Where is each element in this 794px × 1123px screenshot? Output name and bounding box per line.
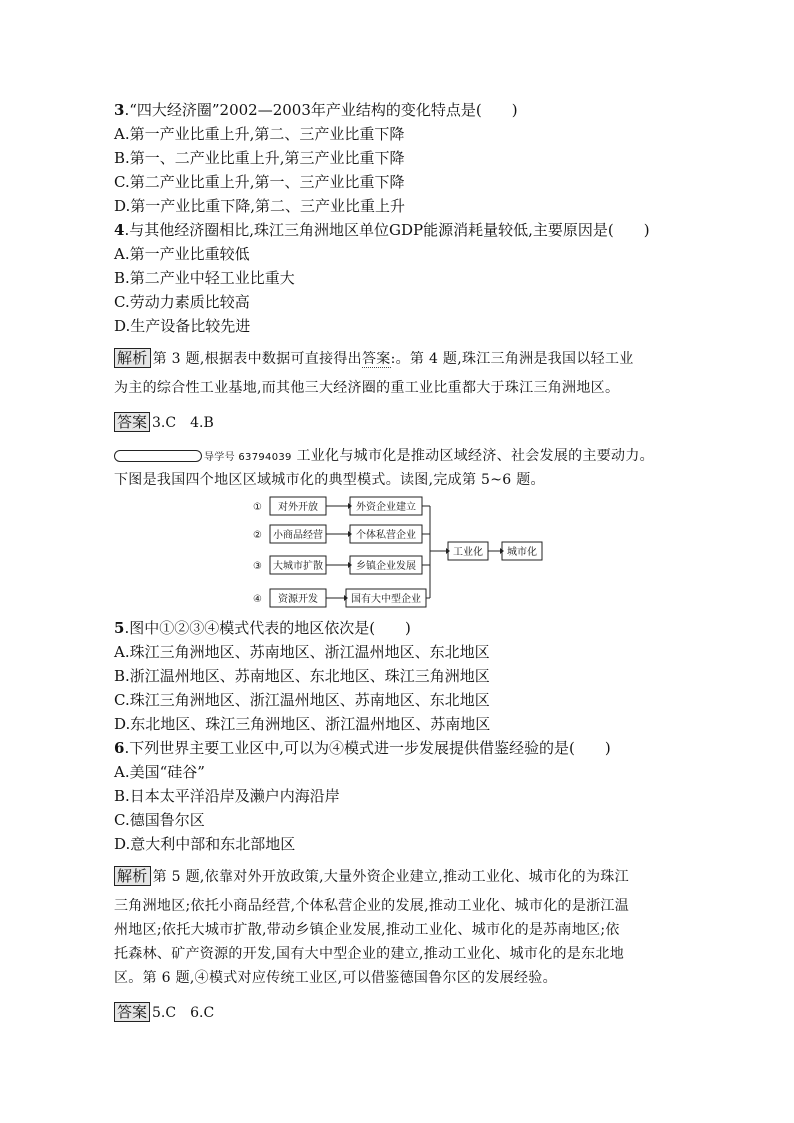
diagram-left-label-3: 大城市扩散 xyxy=(273,561,323,572)
question-3-option-a[interactable]: A.第一产业比重上升,第二、三产业比重下降 xyxy=(114,125,405,143)
question-5-option-d[interactable]: D.东北地区、珠江三角洲地区、浙江温州地区、苏南地区 xyxy=(114,715,491,733)
guide-pill-icon xyxy=(114,450,202,462)
answer-tag: 答案 xyxy=(114,412,150,432)
question-4-option-a[interactable]: A.第一产业比重较低 xyxy=(114,245,250,263)
intro-line-2: 下图是我国四个地区区域城市化的典型模式。读图,完成第 5~6 题。 xyxy=(114,472,545,488)
question-4-option-d[interactable]: D.生产设备比较先进 xyxy=(114,317,251,335)
explanation-text: 第 5 题,依靠对外开放政策,大量外资企业建立,推动工业化、城市化的为珠江 xyxy=(152,869,629,885)
diagram-left-label-2: 小商品经营 xyxy=(273,530,323,541)
explanation-text: :。第 4 题,珠江三角洲是我国以轻工业 xyxy=(390,351,634,367)
explanation-2-line-5: 区。第 6 题,④模式对应传统工业区,可以借鉴德国鲁尔区的发展经验。 xyxy=(114,970,557,986)
guide-number: 导学号 63794039 xyxy=(204,452,292,463)
question-6-stem xyxy=(114,738,611,758)
question-3-stem xyxy=(114,100,518,120)
question-6-option-b[interactable]: B.日本太平洋沿岸及濑户内海沿岸 xyxy=(114,787,340,805)
explanation-2-line-3: 州地区;依托大城市扩散,带动乡镇企业发展,推动工业化、城市化的是苏南地区;依 xyxy=(114,922,620,938)
question-3-option-d[interactable]: D.第一产业比重下降,第二、三产业比重上升 xyxy=(114,197,406,215)
question-5-option-c[interactable]: C.珠江三角洲地区、浙江温州地区、苏南地区、东北地区 xyxy=(114,691,490,709)
intro-text: 工业化与城市化是推动区域经济、社会发展的主要动力。 xyxy=(296,448,654,464)
answer-2 xyxy=(114,1002,214,1023)
diagram-left-label-1: 对外开放 xyxy=(278,502,318,513)
question-4-stem xyxy=(114,220,650,240)
diagram-mid-label-2: 个体私营企业 xyxy=(356,530,416,541)
explanation-tag: 解析 xyxy=(114,348,151,368)
question-text: .下列世界主要工业区中,可以为④模式进一步发展提供借鉴经验的是( ) xyxy=(124,739,611,757)
question-4-option-b[interactable]: B.第二产业中轻工业比重大 xyxy=(114,269,295,287)
question-6-option-a[interactable]: A.美国“硅谷” xyxy=(114,763,205,781)
question-number: 6 xyxy=(114,739,125,757)
question-4-option-c[interactable]: C.劳动力素质比较高 xyxy=(114,293,250,311)
question-number: 4 xyxy=(114,221,125,239)
diagram-marker-4: ④ xyxy=(253,594,262,605)
answer-tag: 答案 xyxy=(114,1002,150,1022)
explanation-highlight: 答案 xyxy=(361,351,391,367)
question-5-stem xyxy=(114,618,411,638)
question-text: .与其他经济圈相比,珠江三角洲地区单位GDP能源消耗量较低,主要原因是( ) xyxy=(124,221,650,239)
explanation-1-line-1 xyxy=(114,348,634,369)
question-number: 3 xyxy=(114,101,125,119)
question-6-option-d[interactable]: D.意大利中部和东北部地区 xyxy=(114,835,296,853)
answer-text: 3.C 4.B xyxy=(152,415,214,431)
answer-text: 5.C 6.C xyxy=(152,1005,215,1021)
explanation-tag: 解析 xyxy=(114,866,151,886)
question-text: .图中①②③④模式代表的地区依次是( ) xyxy=(124,619,411,637)
question-6-option-c[interactable]: C.德国鲁尔区 xyxy=(114,811,205,829)
explanation-2-line-1 xyxy=(114,866,629,887)
diagram-left-label-4: 资源开发 xyxy=(278,594,318,605)
diagram-marker-3: ③ xyxy=(253,561,262,572)
answer-1 xyxy=(114,412,214,433)
question-3-option-c[interactable]: C.第二产业比重上升,第一、三产业比重下降 xyxy=(114,173,405,191)
question-5-option-b[interactable]: B.浙江温州地区、苏南地区、东北地区、珠江三角洲地区 xyxy=(114,667,490,685)
diagram-mid-label-4: 国有大中型企业 xyxy=(351,594,421,605)
intro-line-1 xyxy=(114,446,654,468)
question-number: 5 xyxy=(114,619,125,637)
diagram-mid-label-3: 乡镇企业发展 xyxy=(356,561,416,572)
explanation-1-line-2: 为主的综合性工业基地,而其他三大经济圈的重工业比重都大于珠江三角洲地区。 xyxy=(114,380,620,396)
question-text: .“四大经济圈”2002—2003年产业结构的变化特点是( ) xyxy=(124,101,518,119)
diagram-marker-2: ② xyxy=(253,530,262,541)
explanation-text: 第 3 题,根据表中数据可直接得出 xyxy=(152,351,362,367)
explanation-2-line-2: 三角洲地区;依托小商品经营,个体私营企业的发展,推动工业化、城市化的是浙江温 xyxy=(114,898,630,914)
question-3-option-b[interactable]: B.第一、二产业比重上升,第三产业比重下降 xyxy=(114,149,405,167)
diagram-urbanization-label: 城市化 xyxy=(507,547,537,558)
urbanization-mode-diagram xyxy=(250,494,550,612)
diagram-mid-label-1: 外资企业建立 xyxy=(356,502,416,513)
diagram-marker-1: ① xyxy=(253,502,262,513)
question-5-option-a[interactable]: A.珠江三角洲地区、苏南地区、浙江温州地区、东北地区 xyxy=(114,643,490,661)
diagram-industrialization-label: 工业化 xyxy=(453,547,483,558)
explanation-2-line-4: 托森林、矿产资源的开发,国有大中型企业的建立,推动工业化、城市化的是东北地 xyxy=(114,946,624,962)
